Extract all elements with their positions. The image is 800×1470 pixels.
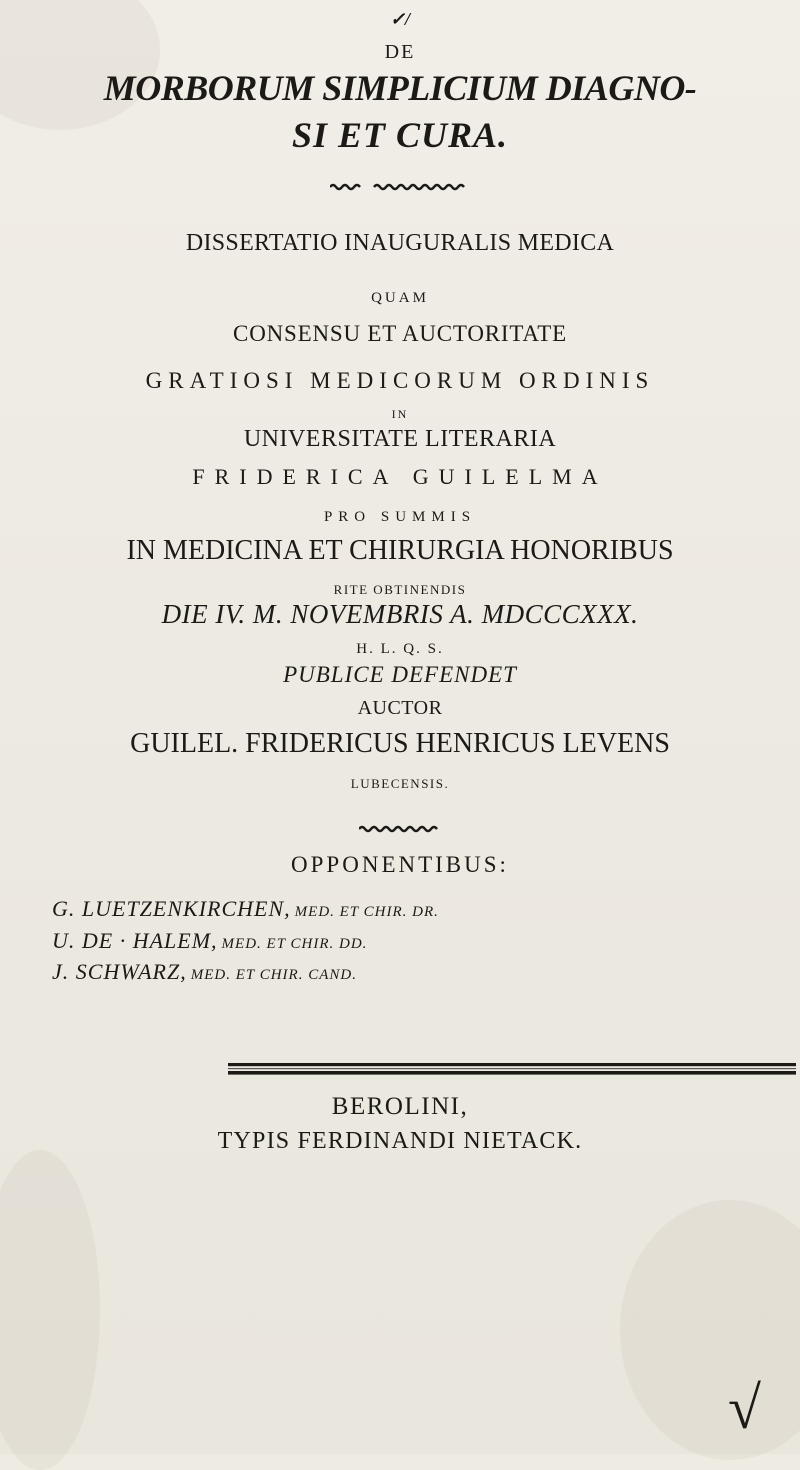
hlqs-line: H. L. Q. S. [356, 641, 444, 657]
paper-stain [620, 1200, 800, 1460]
double-rule-divider [228, 1062, 796, 1076]
universitate-line: UNIVERSITATE LITERARIA [243, 426, 557, 452]
opponent-row [52, 961, 357, 983]
wavy-ornament-icon [359, 825, 441, 833]
ornament-divider [0, 825, 800, 833]
opponent-degree: MED. ET CHIR. DR. [294, 904, 439, 920]
opponent-row [52, 898, 439, 920]
title-line-1: MORBORUM SIMPLICIUM DIAGNO- [103, 68, 697, 108]
opponent-name: J. SCHWARZ, [52, 959, 187, 984]
title-line-2: SI ET CURA. [291, 115, 509, 155]
opponent-degree: MED. ET CHIR. DD. [221, 936, 368, 952]
pro-summis-line: PRO SUMMIS [323, 509, 477, 525]
opponent-row [52, 930, 367, 952]
opponentibus-line: OPPONENTIBUS: [291, 852, 509, 877]
publice-line: PUBLICE DEFENDET [283, 662, 517, 687]
quam-line: QUAM [371, 290, 429, 306]
consensu-line: CONSENSU ET AUCTORITATE [233, 321, 567, 346]
opponent-degree: MED. ET CHIR. CAND. [190, 967, 357, 983]
de-heading: DE [384, 41, 416, 63]
origin-line: LUBECENSIS. [350, 776, 450, 791]
wavy-ornament-icon [330, 183, 470, 191]
date-line: DIE IV. M. NOVEMBRIS A. MDCCCXXX. [161, 599, 639, 629]
gratiosi-line: GRATIOSI MEDICORUM ORDINIS [145, 368, 655, 393]
bottom-check-mark: √ [728, 1375, 761, 1441]
in-medicina-line: IN MEDICINA ET CHIRURGIA HONORIBUS [126, 535, 674, 566]
friderica-line: FRIDERICA GUILELMA [192, 464, 608, 489]
printer-line: TYPIS FERDINANDI NIETACK. [217, 1128, 583, 1154]
opponent-name: G. LUETZENKIRCHEN, [52, 896, 291, 921]
in-line: IN [391, 407, 409, 421]
paper-stain [0, 1150, 100, 1470]
city-line: BEROLINI, [331, 1093, 469, 1120]
top-mark: ✓/ [389, 9, 411, 29]
rite-line: RITE OBTINENDIS [333, 582, 467, 597]
author-line: GUILEL. FRIDERICUS HENRICUS LEVENS [130, 728, 670, 759]
opponent-name: U. DE · HALEM, [52, 928, 218, 953]
auctor-line: AUCTOR [357, 697, 443, 719]
dissertatio-line: DISSERTATIO INAUGURALIS MEDICA [185, 230, 615, 256]
ornament-divider [0, 183, 800, 191]
